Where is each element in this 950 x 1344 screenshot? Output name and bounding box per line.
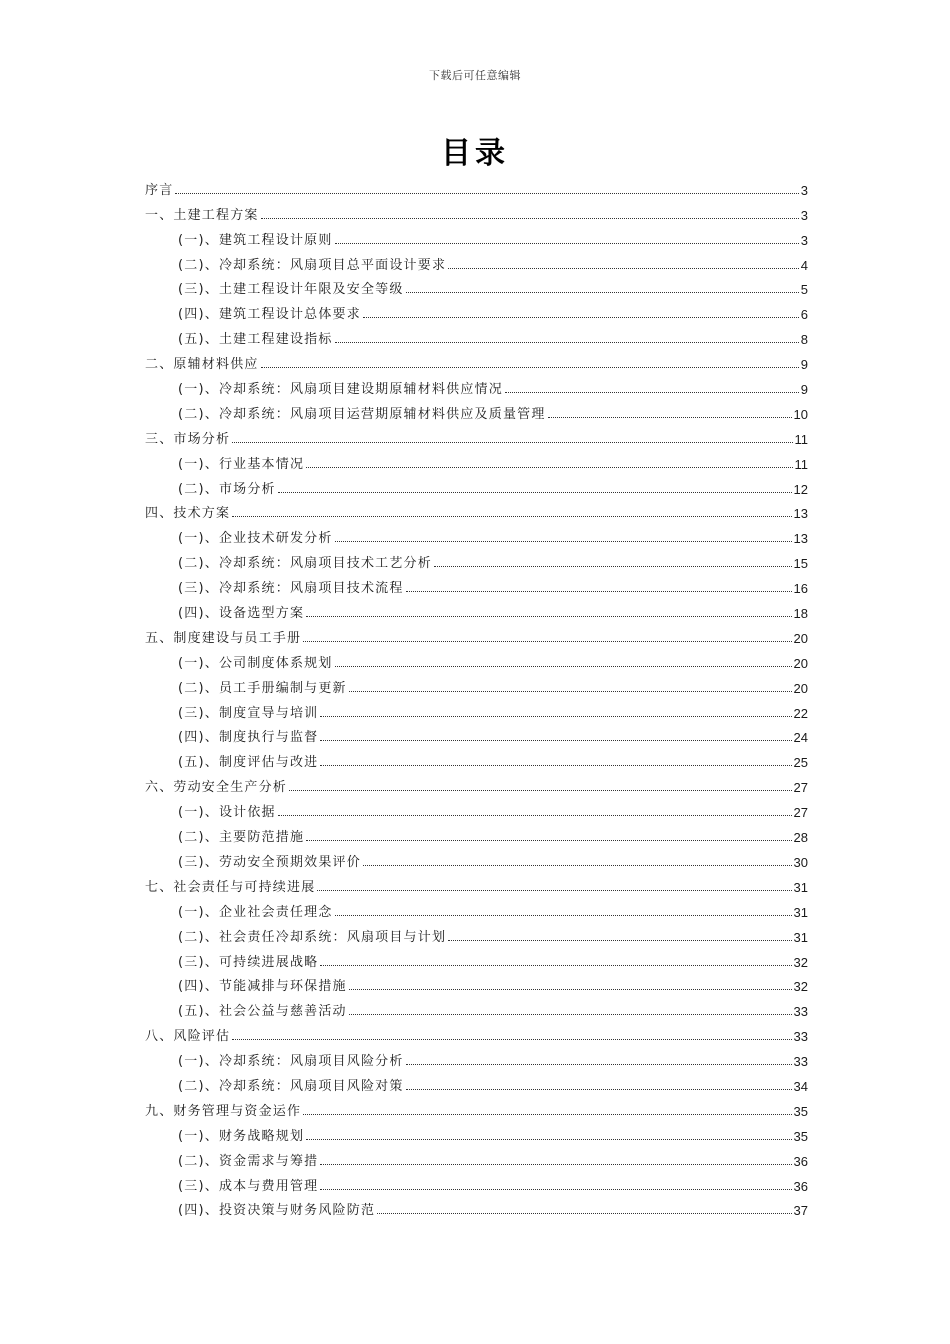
toc-chapter-entry[interactable] [145,174,808,199]
toc-entry-title: (二)、冷却系统：风扇项目总平面设计要求 [178,257,447,273]
toc-chapter-entry[interactable] [145,622,808,647]
toc-entry-title: (二)、资金需求与筹措 [178,1153,319,1169]
toc-dot-leader [335,541,792,542]
toc-dot-leader [232,442,792,443]
toc-section-entry[interactable] [145,1120,808,1145]
toc-section-entry[interactable] [145,249,808,274]
page-header-note: 下载后可任意编辑 [429,69,521,82]
toc-dot-leader [303,641,791,642]
toc-entry-title: (三)、成本与费用管理 [178,1178,319,1194]
toc-section-entry[interactable] [145,921,808,946]
toc-section-entry[interactable] [145,697,808,722]
toc-page-number: 36 [793,1153,808,1169]
toc-section-entry[interactable] [145,821,808,846]
toc-entry-title: (一)、企业社会责任理念 [178,904,333,920]
toc-dot-leader [505,392,799,393]
toc-dot-leader [406,292,799,293]
toc-entry-title: (一)、设计依据 [178,805,276,821]
toc-section-entry[interactable] [145,473,808,498]
toc-page-number: 33 [793,1029,808,1045]
toc-page-number: 9 [800,357,808,373]
toc-page-number: 30 [793,854,808,870]
toc-page-number: 28 [793,830,808,846]
toc-entry-title: 七、社会责任与可持续进展 [145,879,316,895]
toc-dot-leader [261,218,799,219]
toc-section-entry[interactable] [145,1170,808,1195]
toc-entry-title: (二)、市场分析 [178,481,276,497]
toc-entry-title: (二)、员工手册编制与更新 [178,680,347,696]
toc-entry-title: (四)、节能减排与环保措施 [178,979,347,995]
toc-page-number: 3 [800,232,808,248]
toc-page-number: 11 [794,456,808,472]
toc-page-number: 20 [793,630,808,646]
toc-entry-title: (一)、企业技术研发分析 [178,531,333,547]
toc-dot-leader [175,193,798,194]
toc-section-entry[interactable] [145,398,808,423]
toc-dot-leader [377,1213,791,1214]
toc-section-entry[interactable] [145,647,808,672]
toc-page-number: 9 [800,382,808,398]
toc-dot-leader [335,243,799,244]
toc-entry-title: (一)、行业基本情况 [178,456,305,472]
toc-dot-leader [320,716,791,717]
toc-page-number: 10 [793,406,808,422]
toc-entry-title: (五)、制度评估与改进 [178,755,319,771]
toc-section-entry[interactable] [145,224,808,249]
toc-dot-leader [406,591,792,592]
toc-dot-leader [306,616,791,617]
toc-entry-title: (一)、冷却系统：风扇项目建设期原辅材料供应情况 [178,382,503,398]
toc-title: 目录 [441,136,509,171]
toc-chapter-entry[interactable] [145,423,808,448]
toc-page-number: 13 [793,531,808,547]
toc-entry-title: (二)、社会责任冷却系统：风扇项目与计划 [178,929,447,945]
toc-page-number: 33 [793,1054,808,1070]
toc-section-entry[interactable] [145,746,808,771]
toc-chapter-entry[interactable] [145,771,808,796]
toc-entry-title: 二、原辅材料供应 [145,357,259,373]
toc-dot-leader [261,367,799,368]
toc-dot-leader [406,1064,792,1065]
toc-page-number: 12 [793,481,808,497]
toc-dot-leader [306,1139,791,1140]
toc-page-number: 27 [793,780,808,796]
toc-chapter-entry[interactable] [145,1095,808,1120]
toc-dot-leader [349,989,792,990]
toc-dot-leader [289,790,792,791]
toc-section-entry[interactable] [145,896,808,921]
toc-section-entry[interactable] [145,1045,808,1070]
toc-section-entry[interactable] [145,522,808,547]
toc-entry-title: (五)、社会公益与慈善活动 [178,1004,347,1020]
toc-dot-leader [349,691,792,692]
toc-page-number: 22 [793,705,808,721]
toc-entry-title: (一)、财务战略规划 [178,1128,305,1144]
toc-dot-leader [232,1039,791,1040]
toc-page-number: 3 [800,182,808,198]
toc-dot-leader [448,268,799,269]
toc-entry-title: (三)、制度宣导与培训 [178,705,319,721]
toc-dot-leader [278,492,792,493]
toc-page-number: 11 [794,431,808,447]
toc-dot-leader [363,865,792,866]
toc-chapter-entry[interactable] [145,1020,808,1045]
toc-page-number: 37 [793,1203,808,1219]
toc-chapter-entry[interactable] [145,199,808,224]
toc-section-entry[interactable] [145,946,808,971]
toc-chapter-entry[interactable] [145,498,808,523]
toc-dot-leader [278,815,792,816]
toc-dot-leader [335,915,792,916]
toc-dot-leader [434,566,792,567]
toc-dot-leader [363,317,799,318]
toc-dot-leader [335,342,799,343]
toc-page-number: 32 [793,954,808,970]
toc-section-entry[interactable] [145,1195,808,1220]
toc-entry-title: (一)、公司制度体系规划 [178,655,333,671]
toc-page-number: 35 [793,1128,808,1144]
toc-entry-title: 八、风险评估 [145,1029,231,1045]
toc-entry-title: (二)、主要防范措施 [178,830,305,846]
toc-entry-title: 序言 [145,182,174,198]
toc-section-entry[interactable] [145,298,808,323]
toc-page-number: 36 [793,1178,808,1194]
toc-dot-leader [320,965,791,966]
toc-entry-title: (四)、制度执行与监督 [178,730,319,746]
toc-entry-title: 一、土建工程方案 [145,207,259,223]
toc-section-entry[interactable] [145,1145,808,1170]
toc-entry-title: 三、市场分析 [145,431,231,447]
toc-page-number: 34 [793,1078,808,1094]
toc-entry-title: (二)、冷却系统：风扇项目运营期原辅材料供应及质量管理 [178,406,546,422]
toc-page-number: 31 [793,904,808,920]
toc-section-entry[interactable] [145,547,808,572]
toc-section-entry[interactable] [145,722,808,747]
toc-dot-leader [320,765,791,766]
toc-chapter-entry[interactable] [145,348,808,373]
toc-entry-title: (二)、冷却系统：风扇项目技术工艺分析 [178,556,432,572]
toc-dot-leader [406,1089,792,1090]
toc-page-number: 24 [793,730,808,746]
toc-page-number: 15 [793,556,808,572]
toc-entry-title: (一)、建筑工程设计原则 [178,232,333,248]
toc-entry-title: (五)、土建工程建设指标 [178,332,333,348]
toc-section-entry[interactable] [145,448,808,473]
toc-page-number: 25 [793,755,808,771]
toc-entry-title: 九、财务管理与资金运作 [145,1103,302,1119]
toc-page-number: 18 [793,606,808,622]
toc-page-number: 32 [793,979,808,995]
toc-section-entry[interactable] [145,274,808,299]
toc-entry-title: 四、技术方案 [145,506,231,522]
toc-entry-title: (四)、建筑工程设计总体要求 [178,307,361,323]
toc-page-number: 16 [793,581,808,597]
toc-dot-leader [320,1189,791,1190]
toc-chapter-entry[interactable] [145,871,808,896]
toc-page-number: 31 [793,929,808,945]
toc-entry-title: (三)、土建工程设计年限及安全等级 [178,282,404,298]
toc-entry-title: (三)、冷却系统：风扇项目技术流程 [178,581,404,597]
toc-section-entry[interactable] [145,846,808,871]
toc-page-number: 20 [793,655,808,671]
toc-dot-leader [232,516,791,517]
toc-entry-title: (一)、冷却系统：风扇项目风险分析 [178,1054,404,1070]
toc-dot-leader [320,1164,791,1165]
toc-section-entry[interactable] [145,796,808,821]
toc-entry-title: (四)、设备选型方案 [178,606,305,622]
toc-dot-leader [548,417,792,418]
toc-page-number: 3 [800,207,808,223]
toc-dot-leader [306,840,791,841]
toc-page-number: 33 [793,1004,808,1020]
toc-dot-leader [448,940,791,941]
toc-dot-leader [335,666,792,667]
table-of-contents [145,174,808,1219]
toc-dot-leader [303,1114,791,1115]
toc-page-number: 31 [793,879,808,895]
toc-dot-leader [349,1014,792,1015]
toc-entry-title: 六、劳动安全生产分析 [145,780,288,796]
toc-entry-title: 五、制度建设与员工手册 [145,630,302,646]
toc-section-entry[interactable] [145,323,808,348]
toc-dot-leader [306,467,792,468]
toc-section-entry[interactable] [145,995,808,1020]
toc-section-entry[interactable] [145,572,808,597]
toc-page-number: 4 [800,257,808,273]
toc-section-entry[interactable] [145,672,808,697]
toc-entry-title: (三)、可持续进展战略 [178,954,319,970]
toc-dot-leader [317,890,791,891]
toc-section-entry[interactable] [145,597,808,622]
toc-page-number: 27 [793,805,808,821]
toc-entry-title: (四)、投资决策与财务风险防范 [178,1203,376,1219]
toc-dot-leader [320,740,791,741]
toc-section-entry[interactable] [145,971,808,996]
toc-page-number: 35 [793,1103,808,1119]
toc-page-number: 13 [793,506,808,522]
toc-page-number: 8 [800,332,808,348]
toc-entry-title: (二)、冷却系统：风扇项目风险对策 [178,1078,404,1094]
toc-page-number: 5 [800,282,808,298]
toc-page-number: 20 [793,680,808,696]
toc-entry-title: (三)、劳动安全预期效果评价 [178,854,361,870]
toc-section-entry[interactable] [145,373,808,398]
toc-page-number: 6 [800,307,808,323]
toc-section-entry[interactable] [145,1070,808,1095]
